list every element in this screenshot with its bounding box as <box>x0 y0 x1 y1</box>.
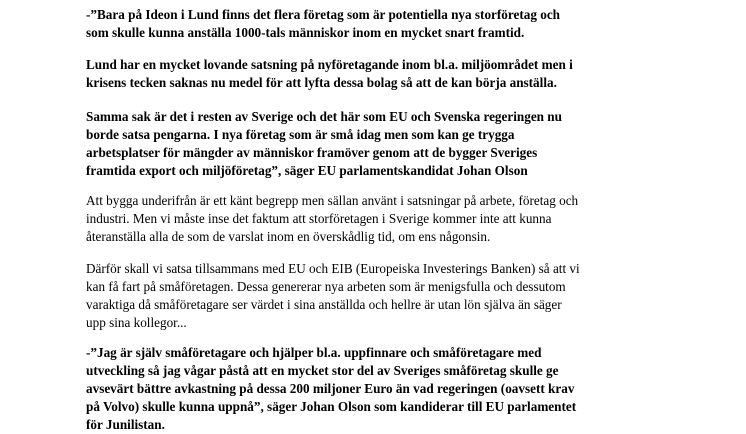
quote-paragraph-small-business: -”Jag är själv småföretagare och hjälper bl.a. uppfinnare och småföretagare med utveckling så jag vågar påstå att en mycket stor del av Sveriges småföretag skulle ge avsevärt bättre avkastning på dessa 200 miljoner Euro än vad regeringen (oavsett krav på Volvo) skulle kunna uppnå”, säger Johan Olson som kandiderar till EU parlamentet för Junilistan. <box>86 345 577 432</box>
quote-paragraph-ideon: -”Bara på Ideon i Lund finns det flera företag som är potentiella nya storföretag och som skulle kunna anställa 1000-tals människor inom en mycket snart framtid. <box>86 7 561 40</box>
paragraph-build-from-below: Att bygga underifrån är ett känt begrepp men sällan använt i satsningar på arbete, företag och industri. Men vi måste inse det faktum att storföretagen i Sverige kommer inte att kunna återanställa alla de som de varslat inom en överskådlig tid, om ens någonsin. <box>86 193 579 244</box>
paragraph-lund-investment: Lund har en mycket lovande satsning på nyföretagande inom bl.a. miljöområdet men i krisens tecken saknas nu medel för att lyfta dessa bolag så att de kan börja anställa. <box>86 57 573 90</box>
paragraph-eib-investment: Därför skall vi satsa tillsammans med EU och EIB (Europeiska Investerings Banken) så att vi kan få fart på småföretagen. Dessa genererar nya arbeten som är menigsfulla och dessutom varaktiga då småföretagare ser värdet i sina anställda och hellre är utan lön själva än säger upp sina kollegor... <box>86 261 580 330</box>
paragraph-sweden-eu: Samma sak är det i resten av Sverige och det här som EU och Svenska regeringen nu borde satsa pengarna. I nya företag som är små idag men som kan ge trygga arbetsplatser för mängder av människor framöver genom att de bygger Sveriges framtida export och miljöföretag”, säger EU parlamentskandidat Johan Olson <box>86 109 562 178</box>
